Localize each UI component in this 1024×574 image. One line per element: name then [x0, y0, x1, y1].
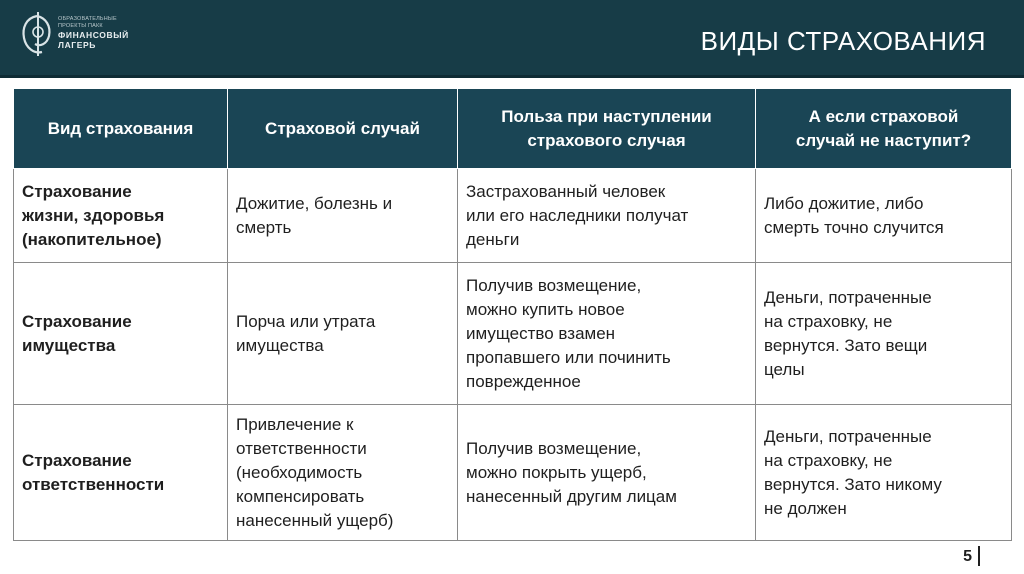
cell-text: Страхование жизни, здоровья (накопительное): [22, 181, 165, 249]
column-header-event: [228, 89, 458, 169]
table-row: [14, 169, 1012, 263]
logo-brand-line-1: ФИНАНСОВЫЙ: [58, 30, 129, 40]
cell-text: Привлечение к ответственности (необходимость компенсировать нанесенный ущерб): [236, 414, 394, 530]
table-header-row: [14, 89, 1012, 169]
cell-text: Деньги, потраченные на страховку, не вернутся. Зато вещи целы: [764, 287, 932, 379]
logo-text: [58, 16, 129, 50]
cell-text: Либо дожитие, либо смерть точно случится: [764, 193, 944, 237]
otherwise-cell: [756, 169, 1012, 263]
otherwise-cell: [756, 405, 1012, 541]
table-row: [14, 405, 1012, 541]
column-header-label: Вид страхования: [47, 118, 194, 138]
benefit-cell: [458, 263, 756, 405]
column-header-label: Польза при наступлении страхового случая: [501, 106, 712, 150]
insured-event-cell: [228, 263, 458, 405]
insurance-type-cell: [14, 169, 228, 263]
column-header-label: А если страховой случай не наступит?: [795, 106, 972, 150]
page-title: ВИДЫ СТРАХОВАНИЯ: [700, 26, 986, 56]
logo-line-2: ПРОЕКТЫ ПАКК: [58, 23, 103, 29]
benefit-cell: [458, 169, 756, 263]
insurance-type-cell: [14, 263, 228, 405]
logo-brand-line-2: ЛАГЕРЬ: [58, 40, 96, 50]
cell-text: Страхование имущества: [22, 311, 132, 355]
cell-text: Порча или утрата имущества: [236, 311, 376, 355]
column-header-otherwise: [756, 89, 1012, 169]
otherwise-cell: [756, 263, 1012, 405]
column-header-type: [14, 89, 228, 169]
financial-camp-logo-icon: [20, 10, 54, 58]
cell-text: Получив возмещение, можно купить новое имущество взамен пропавшего или починить поврежденное: [466, 275, 671, 391]
insurance-types-table: [13, 88, 1012, 541]
cell-text: Застрахованный человек или его наследники получат деньги: [466, 181, 689, 249]
cell-text: Деньги, потраченные на страховку, не вернутся. Зато никому не должен: [764, 426, 942, 518]
cell-text: Получив возмещение, можно покрыть ущерб, нанесенный другим лицам: [466, 438, 677, 506]
insurance-type-cell: [14, 405, 228, 541]
insured-event-cell: [228, 405, 458, 541]
slide-header: [0, 0, 1024, 78]
benefit-cell: [458, 405, 756, 541]
table-row: [14, 263, 1012, 405]
page-number: 5: [963, 548, 972, 565]
page-number-divider: [978, 546, 980, 566]
insured-event-cell: [228, 169, 458, 263]
cell-text: Страхование ответственности: [22, 450, 165, 494]
column-header-benefit: [458, 89, 756, 169]
cell-text: Дожитие, болезнь и смерть: [236, 193, 393, 237]
column-header-label: Страховой случай: [265, 118, 420, 138]
logo-line-1: ОБРАЗОВАТЕЛЬНЫЕ: [58, 16, 117, 22]
